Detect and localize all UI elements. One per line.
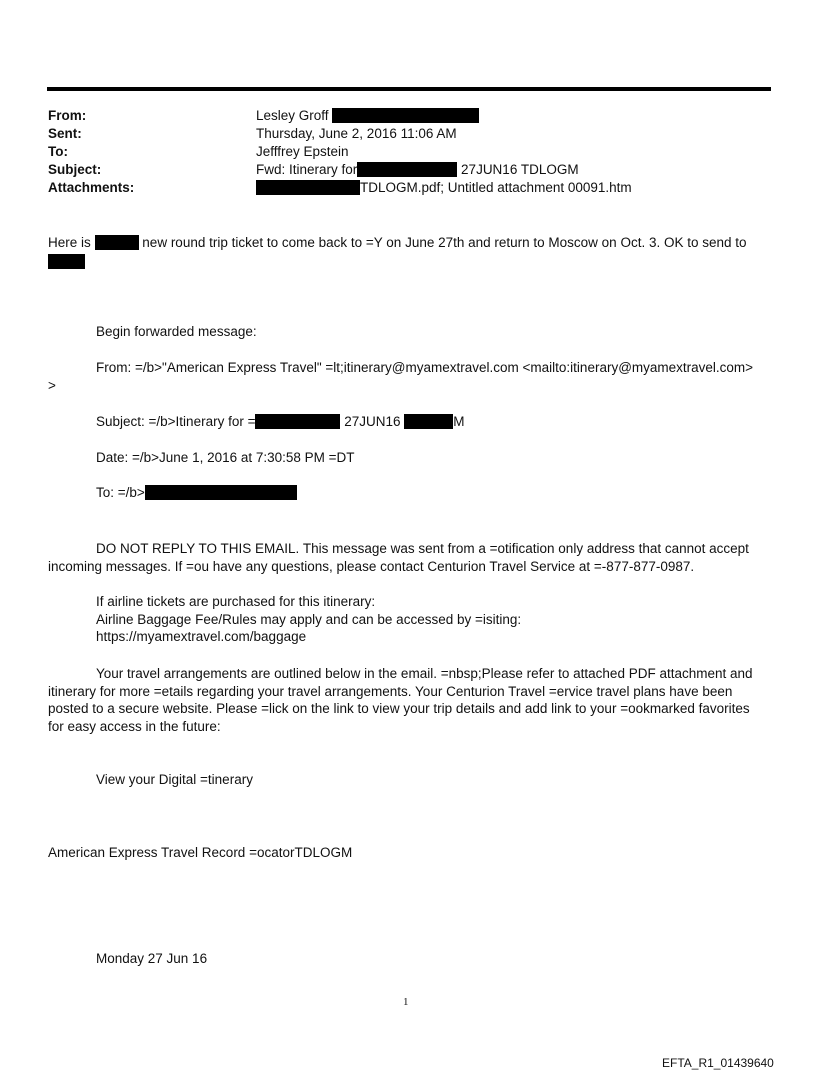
redaction-box: [404, 414, 453, 429]
header-rule: [47, 87, 771, 91]
date-heading: Monday 27 Jun 16: [96, 951, 208, 966]
redaction-box: [256, 180, 360, 195]
fwd-subject-prefix: Subject: =/b>Itinerary for =: [96, 414, 256, 429]
redaction-box: [357, 162, 457, 177]
travel-line-1: Your travel arrangements are outlined below in the email. =nbsp;Please refer to attached PDF attachment and: [96, 666, 753, 681]
airline-line-1: If airline tickets are purchased for this itinerary:: [96, 594, 376, 609]
from-value: [256, 108, 479, 123]
donot-line-1: DO NOT REPLY TO THIS EMAIL. This message was sent from a =otification only address that cannot accept: [96, 541, 749, 556]
airline-line-2: Airline Baggage Fee/Rules may apply and can be accessed by =isiting:: [96, 611, 522, 627]
record-locator: American Express Travel Record =ocatorTDLOGM: [48, 845, 353, 860]
from-label: From:: [48, 108, 87, 123]
view-itinerary: View your Digital =tinerary: [96, 772, 253, 787]
fwd-from-cont: >: [48, 378, 56, 393]
redaction-box: [145, 485, 297, 500]
fwd-date-line: Date: =/b>June 1, 2016 at 7:30:58 PM =DT: [96, 450, 355, 465]
fwd-subject-line: [96, 414, 465, 429]
to-label: To:: [48, 144, 68, 159]
to-value: Jefffrey Epstein: [256, 144, 349, 159]
redaction-box: [332, 108, 479, 123]
baggage-url: https://myamextravel.com/baggage: [96, 629, 307, 644]
redaction-box: [95, 235, 139, 250]
donot-paragraph: [48, 540, 749, 575]
intro-line: [48, 235, 747, 250]
attachments-value: [256, 180, 632, 195]
fwd-to-line: [96, 485, 297, 500]
sent-label: Sent:: [48, 126, 82, 141]
donot-line-2: incoming messages. If =ou have any questions, please contact Centurion Travel Service at =-877-877-0987.: [48, 558, 695, 574]
begin-forwarded: Begin forwarded message:: [96, 324, 257, 339]
sent-value: Thursday, June 2, 2016 11:06 AM: [256, 126, 457, 141]
travel-line-4: for easy access in the future:: [48, 718, 221, 734]
fwd-from-line: From: =/b>"American Express Travel" =lt;itinerary@myamextravel.com <mailto:itinerary@myamextravel.com>: [96, 360, 754, 375]
fwd-subject-mid: 27JUN16: [344, 414, 401, 429]
travel-paragraph: [48, 665, 753, 735]
intro-part2: new round trip ticket to come back to =Y on June 27th and return to Moscow on Oct. 3. OK to send to: [142, 235, 747, 250]
redaction-box: [255, 414, 340, 429]
document-id: EFTA_R1_01439640: [662, 1056, 774, 1070]
attachments-label: Attachments:: [48, 180, 135, 195]
subject-value: [256, 162, 579, 177]
intro-redaction: [48, 254, 85, 269]
fwd-subject-end: M: [453, 414, 465, 429]
attachments-files: TDLOGM.pdf; Untitled attachment 00091.htm: [360, 180, 632, 195]
subject-suffix: 27JUN16 TDLOGM: [461, 162, 579, 177]
travel-line-2: itinerary for more =etails regarding your travel arrangements. Your Centurion Travel =ervice travel plans have been: [48, 683, 733, 699]
subject-prefix: Fwd: Itinerary for: [256, 162, 358, 177]
intro-part1: Here is: [48, 235, 91, 250]
redaction-box: [48, 254, 85, 269]
travel-line-3: posted to a secure website. Please =lick on the link to view your trip details and add link to your =ookmarked favorites: [48, 701, 750, 716]
airline-paragraph: [96, 593, 521, 646]
from-name: Lesley Groff: [256, 108, 329, 123]
fwd-to-label: To: =/b>: [96, 485, 145, 500]
subject-label: Subject:: [48, 162, 102, 177]
page-number: 1: [403, 996, 409, 1008]
